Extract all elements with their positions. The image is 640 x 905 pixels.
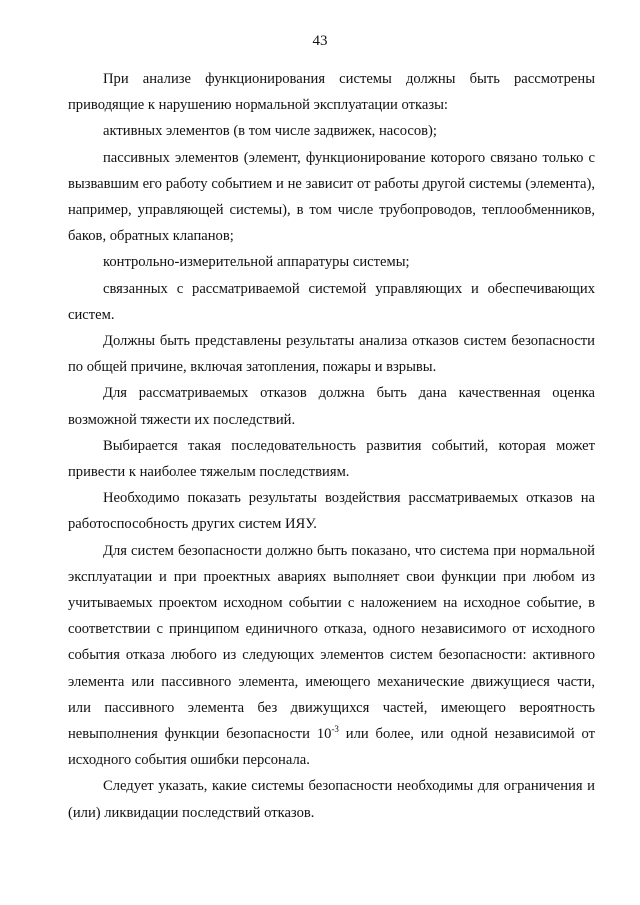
paragraph-5: связанных с рассматриваемой системой управляющих и обеспечивающих систем. bbox=[68, 280, 595, 323]
paragraph-11: Следует указать, какие системы безопасности необходимы для ограничения и (или) ликвидации последствий отказов. bbox=[68, 778, 595, 821]
paragraph-10-main: Для систем безопасности должно быть показано, что система при нормальной эксплуатации и при проектных авариях выполняет свои функции при любом из учитываемых проектом исходном событии с наложением на исходное событие, в соответствии с принципом единичного отказа, одного независимого от исходного события отказа любого из следующих элементов систем безопасности: активного элемента или пассивного элемента, имеющего механические движущиеся части, или пассивного элемента без движущихся частей, имеющего вероятность невыполнения функции безопасности 10 bbox=[68, 542, 595, 743]
page-number: 43 bbox=[312, 33, 328, 49]
paragraph-6: Должны быть представлены результаты анализа отказов систем безопасности по общей причине, включая затопления, пожары и взрывы. bbox=[68, 333, 595, 376]
paragraph-3: пассивных элементов (элемент, функционирование которого связано только с вызвавшим его работу событием и не зависит от работы другой системы (элемента), например, управляющей системы), в том числе трубопроводов, теплообменников, баков, обратных клапанов; bbox=[68, 149, 595, 245]
paragraph-2: активных элементов (в том числе задвижек, насосов); bbox=[103, 123, 437, 140]
paragraph-10-tail: или более, или одной независимой от исходного события ошибки персонала. bbox=[68, 726, 595, 769]
paragraph-7: Для рассматриваемых отказов должна быть дана качественная оценка возможной тяжести их последствий. bbox=[68, 385, 595, 428]
paragraph-4: контрольно-измерительной аппаратуры системы; bbox=[103, 254, 410, 271]
paragraph-1: При анализе функционирования системы должны быть рассмотрены приводящие к нарушению нормальной эксплуатации отказы: bbox=[68, 71, 595, 114]
document-body bbox=[68, 66, 595, 826]
paragraph-9: Необходимо показать результаты воздействия рассматриваемых отказов на работоспособность других систем ИЯУ. bbox=[68, 490, 595, 533]
paragraph-10 bbox=[68, 538, 595, 774]
paragraph-8: Выбирается такая последовательность развития событий, которая может привести к наиболее тяжелым последствиям. bbox=[68, 437, 595, 481]
exponent-superscript: -3 bbox=[331, 724, 339, 735]
